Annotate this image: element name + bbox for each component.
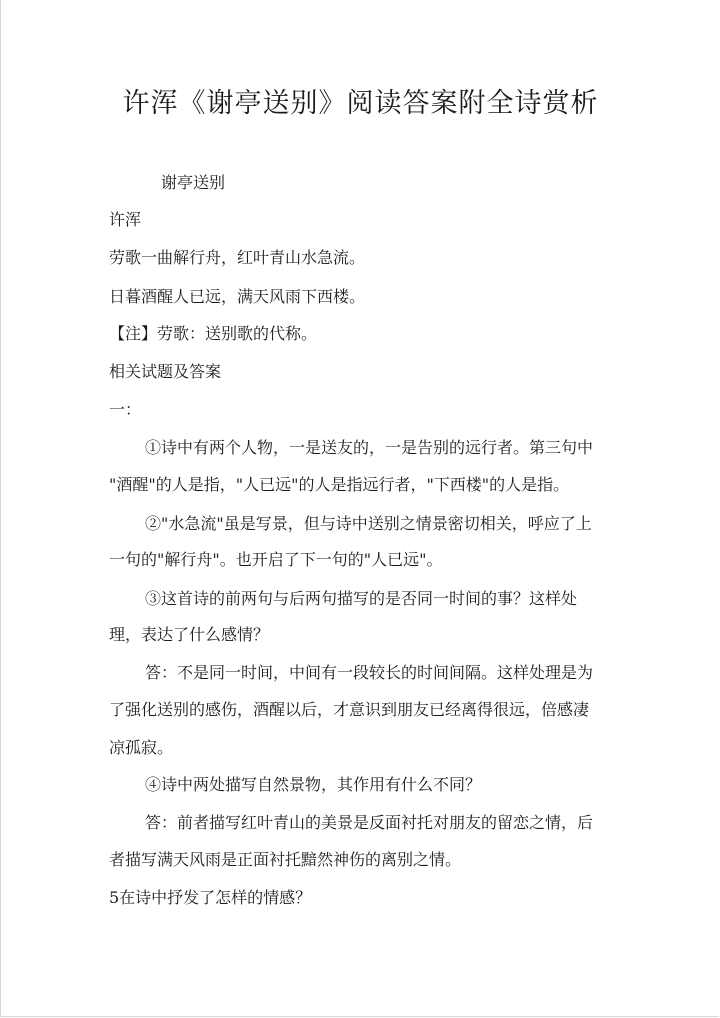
section-heading: 相关试题及答案: [109, 362, 222, 381]
question-5-line: 5在诗中抒发了怎样的情感？: [109, 888, 312, 907]
answer-3-line: 了强化送别的感伤，酒醒以后，才意识到朋友已经离得很远，倍感凄: [109, 700, 590, 719]
page-title: 许浑《谢亭送别》阅读答案附全诗赏析: [122, 88, 599, 119]
poem-note: 【注】劳歌：送别歌的代称。: [109, 324, 318, 343]
poem-author: 许浑: [109, 210, 142, 229]
poem-title: 谢亭送别: [161, 173, 226, 192]
answer-4-line: 答：前者描写红叶青山的美景是反面衬托对朋友的留恋之情，后: [145, 813, 594, 832]
question-2-line: ②"水急流"虽是写景，但与诗中送别之情景密切相关，呼应了上: [145, 514, 592, 533]
question-1-line: "酒醒"的人是指，"人已远"的人是指远行者，"下西楼"的人是指。: [109, 475, 570, 494]
answer-3-line: 答：不是同一时间，中间有一段较长的时间间隔。这样处理是为: [145, 663, 594, 682]
poem-line: 日暮酒醒人已远，满天风雨下西楼。: [109, 287, 366, 306]
question-4-line: ④诗中两处描写自然景物，其作用有什么不同？: [145, 775, 482, 794]
answer-4-line: 者描写满天风雨是正面衬托黯然神伤的离别之情。: [109, 850, 462, 869]
question-3-line: 理，表达了什么感情？: [109, 625, 270, 644]
question-2-line: 一句的"解行舟"。也开启了下一句的"人已远"。: [109, 550, 443, 569]
answer-3-line: 凉孤寂。: [109, 738, 174, 757]
poem-line: 劳歌一曲解行舟，红叶青山水急流。: [109, 248, 366, 267]
question-3-line: ③这首诗的前两句与后两句描写的是否同一时间的事？这样处: [145, 589, 578, 608]
part-label: 一：: [109, 400, 142, 419]
question-1-line: ①诗中有两个人物，一是送友的，一是告别的远行者。第三句中: [145, 438, 594, 457]
